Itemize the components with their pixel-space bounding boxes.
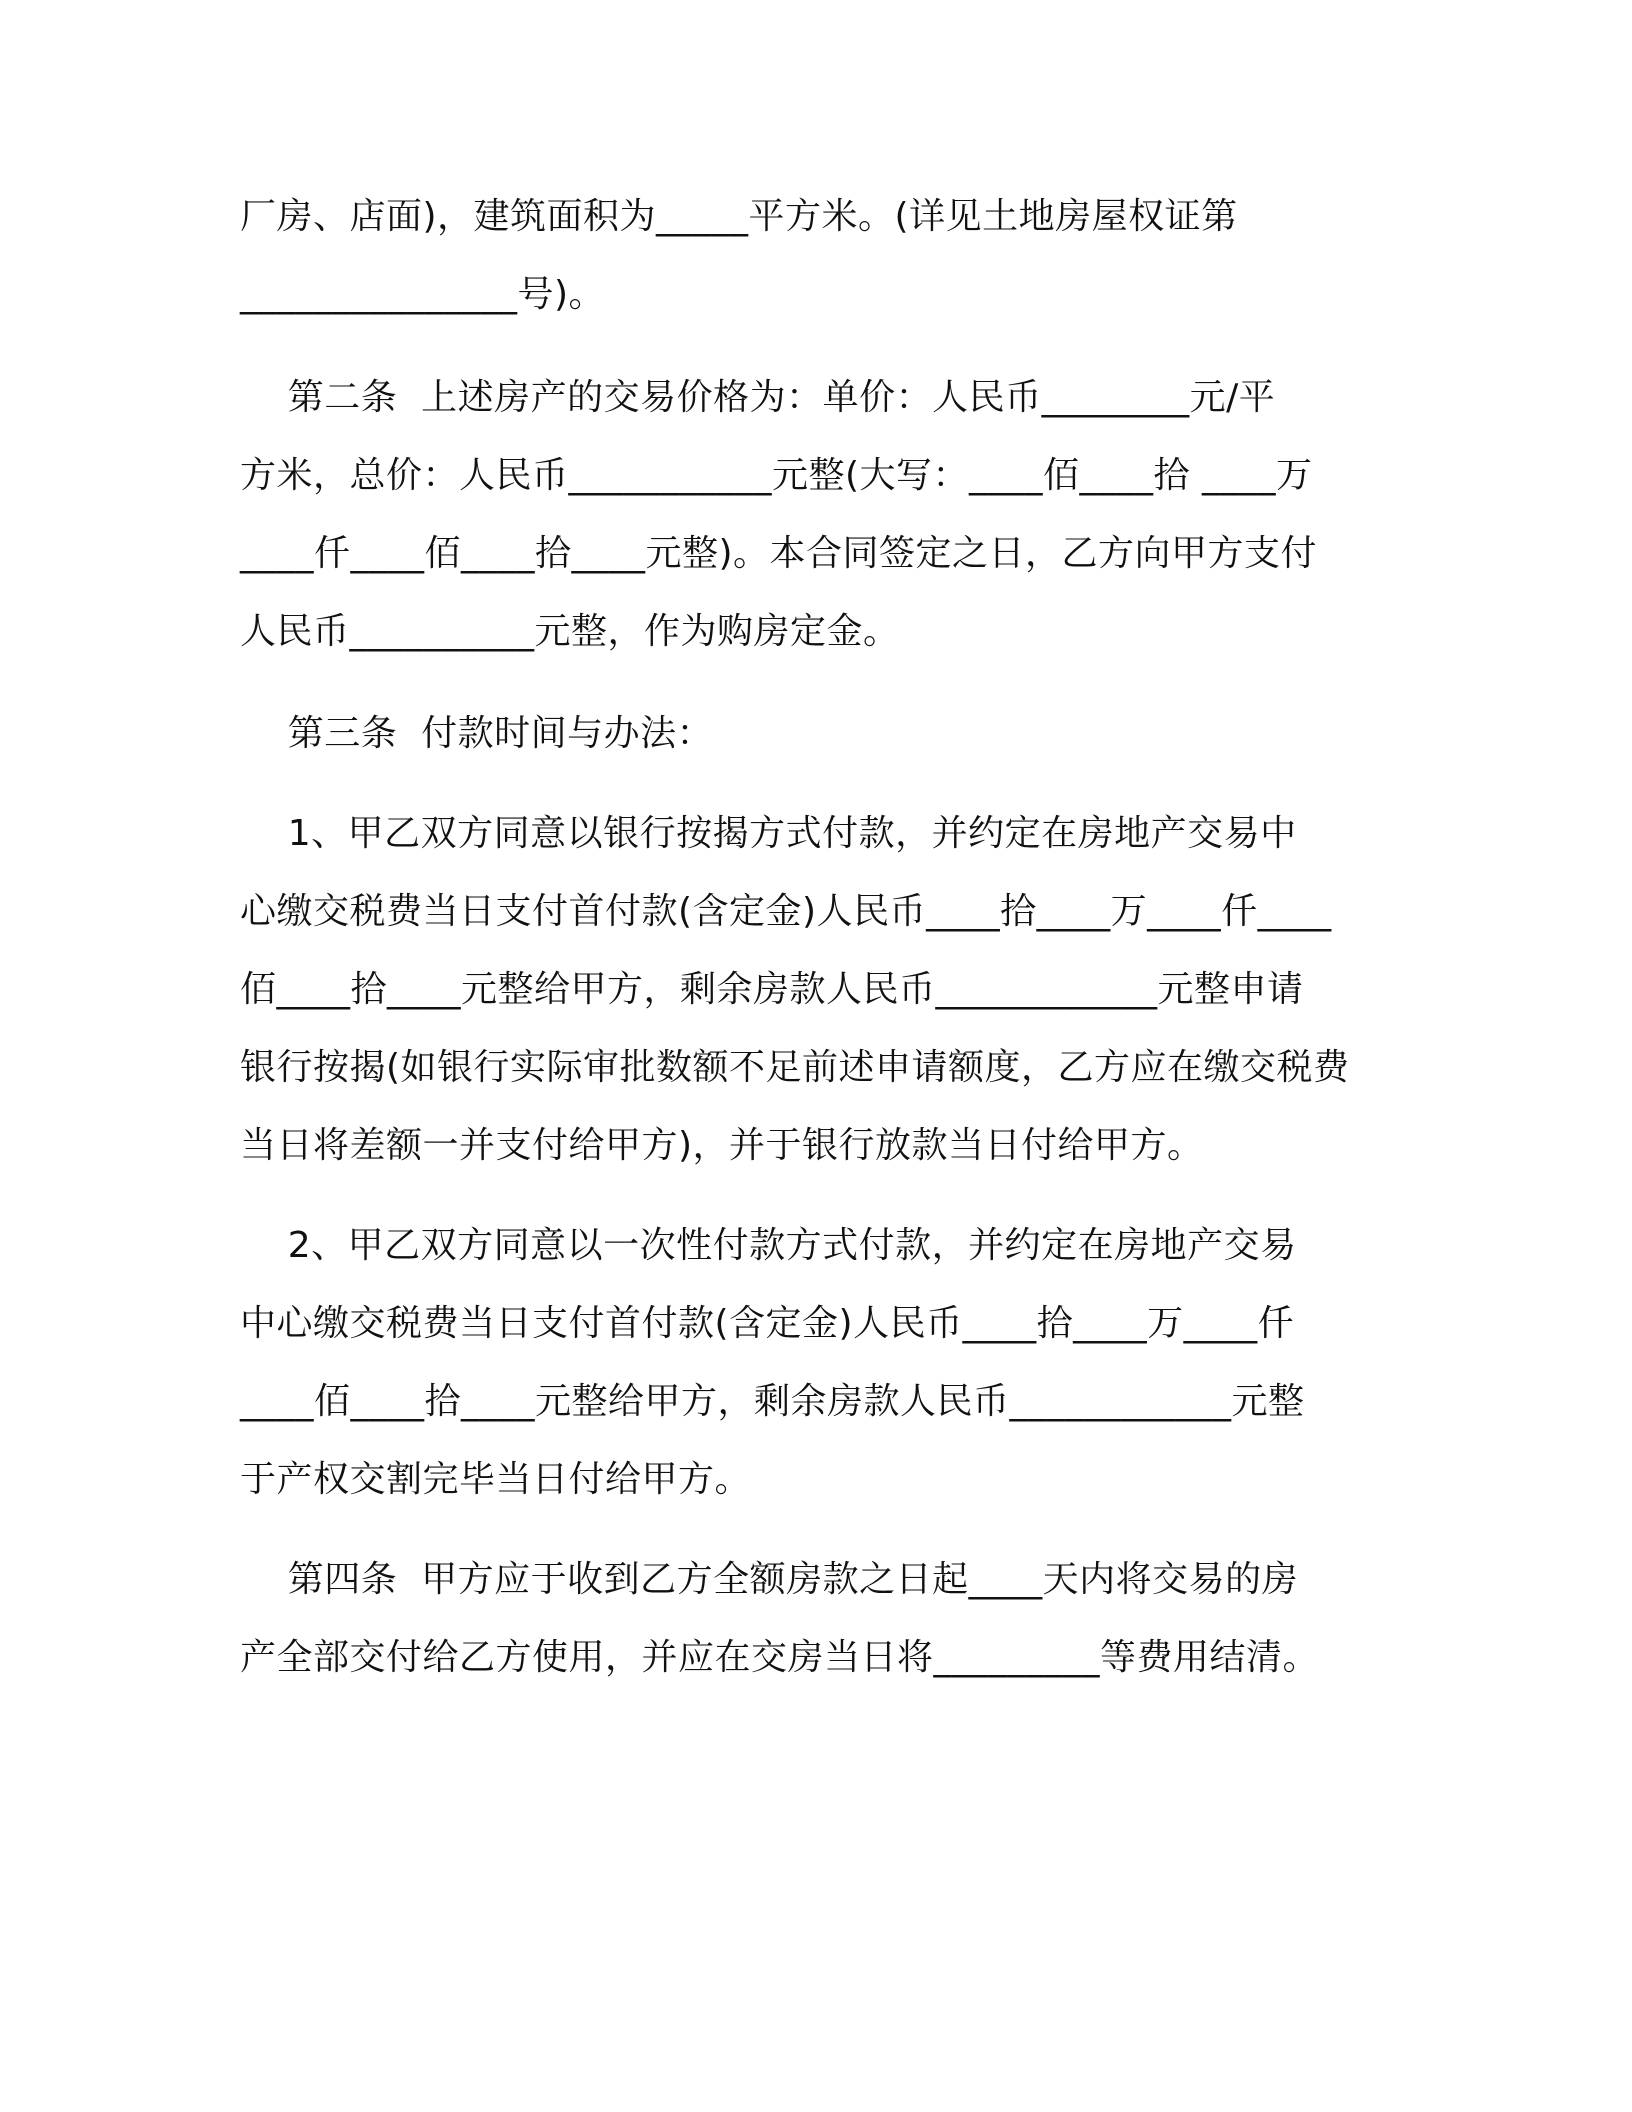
text-line: 中心缴交税费当日支付首付款(含定金)人民币____拾____万____仟 [240,1303,1295,1344]
text-line: 厂房、店面)，建筑面积为_____平方米。(详见土地房屋权证第 [240,196,1238,237]
text-line: 人民币__________元整，作为购房定金。 [240,611,900,652]
text-line: 第二条 上述房产的交易价格为：单价：人民币________元/平 [240,377,1276,418]
text-line: 心缴交税费当日支付首付款(含定金)人民币____拾____万____仟____ [240,891,1332,932]
text-line: 方米，总价：人民币___________元整(大写：____佰____拾 ____万 [240,455,1313,496]
text-line: 第四条 甲方应于收到乙方全额房款之日起____天内将交易的房 [240,1559,1299,1600]
text-line: 于产权交割完毕当日付给甲方。 [240,1459,752,1500]
text-line: 当日将差额一并支付给甲方)，并于银行放款当日付给甲方。 [240,1125,1204,1166]
text-line: 1、甲乙双方同意以银行按揭方式付款，并约定在房地产交易中 [240,813,1297,854]
text-line: 2、甲乙双方同意以一次性付款方式付款，并约定在房地产交易 [240,1225,1297,1266]
text-line: 佰____拾____元整给甲方，剩余房款人民币____________元整申请 [240,969,1304,1010]
text-line: ____佰____拾____元整给甲方，剩余房款人民币____________元整 [240,1381,1305,1422]
text-line: 银行按揭(如银行实际审批数额不足前述申请额度，乙方应在缴交税费 [240,1047,1350,1088]
text-line: ____仟____佰____拾____元整)。本合同签定之日，乙方向甲方支付 [240,533,1318,574]
text-line: _______________号)。 [240,274,606,315]
text-line: 第三条 付款时间与办法： [240,713,714,754]
text-line: 产全部交付给乙方使用，并应在交房当日将_________等费用结清。 [240,1637,1320,1678]
